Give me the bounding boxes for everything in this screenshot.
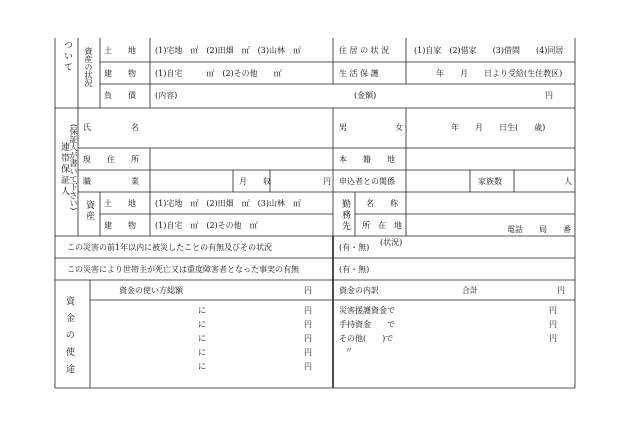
funds-ditto-mark: 〃 — [345, 346, 353, 355]
funds-usage-row-ni: に — [198, 334, 206, 343]
section-label-tsuite: ついて — [62, 40, 72, 73]
funds-own-yen: 円 — [549, 320, 557, 329]
disaster-q1-answer: (有・無) — [339, 243, 370, 252]
guarantor-work-name-label: 名 称 — [366, 199, 398, 208]
guarantor-family-unit: 人 — [564, 177, 572, 186]
funds-relief-yen: 円 — [549, 306, 557, 315]
guarantor-assets-label: 資産 — [84, 200, 94, 222]
funds-usage-label: 資金の使途 — [64, 296, 74, 381]
debt-content: (内容) — [155, 91, 178, 100]
land-options: (1)宅地 ㎡ (2)田畑 ㎡ (3)山林 ㎡ — [155, 46, 301, 55]
guarantor-income-yen: 円 — [323, 177, 331, 186]
guarantor-occupation-label: 職 業 — [83, 177, 139, 186]
guarantor-land-options: (1)宅地 ㎡ (2)田畑 ㎡ (3)山林 ㎡ — [155, 199, 301, 208]
housing-options: (1)自家 (2)借家 (3)借間 (4)同居 — [414, 46, 564, 55]
guarantor-phone-label: 電話 局 番 — [507, 225, 571, 234]
funds-own-label: 手持資金 で — [339, 320, 395, 329]
funds-other-yen: 円 — [549, 334, 557, 343]
funds-total-label: 合計 — [462, 286, 478, 295]
building-options: (1)自宅 ㎡ (2)その他 ㎡ — [155, 69, 282, 78]
debt-label: 負 債 — [104, 91, 136, 100]
guarantor-label: 連帯保証人 — [59, 142, 69, 197]
guarantor-building-options: (1)自宅 ㎡ (2)その他 ㎡ — [155, 221, 258, 230]
funds-usage-row-yen: 円 — [304, 334, 312, 343]
disaster-q1-status: (状況) — [380, 238, 403, 247]
funds-usage-row-ni: に — [198, 348, 206, 357]
funds-usage-row-yen: 円 — [304, 362, 312, 371]
funds-usage-row-ni: に — [198, 306, 206, 315]
funds-usage-row-ni: に — [198, 362, 206, 371]
funds-usage-row-ni: に — [198, 320, 206, 329]
guarantor-land-label: 土 地 — [104, 199, 136, 208]
debt-yen: 円 — [545, 91, 553, 100]
guarantor-address-label: 現 住 所 — [83, 155, 139, 164]
assets-status-label: 資産の状況 — [84, 47, 93, 87]
guarantor-building-label: 建 物 — [104, 221, 136, 230]
guarantor-income-label: 月 収 — [239, 177, 271, 186]
guarantor-work-label: 勤務先 — [340, 199, 350, 232]
welfare-value: 年 月 日より受給(生住教区) — [436, 69, 563, 78]
funds-usage-total-yen: 円 — [304, 286, 312, 295]
funds-usage-row-yen: 円 — [304, 306, 312, 315]
guarantor-name-label: 氏 名 — [83, 123, 139, 132]
funds-total-yen: 円 — [557, 286, 565, 295]
debt-amount: (金額) — [354, 91, 377, 100]
funds-usage-row-yen: 円 — [304, 320, 312, 329]
guarantor-relation-label: 申込者との関係 — [339, 177, 395, 186]
guarantor-family-label: 家族数 — [478, 177, 502, 186]
building-label: 建 物 — [104, 69, 136, 78]
funds-usage-row-yen: 円 — [304, 348, 312, 357]
disaster-q1: この災害の前1年以内に被災したことの有無及びその状況 — [67, 243, 273, 252]
guarantor-note: (保証人が書いて下さい) — [69, 124, 78, 211]
guarantor-gender: 男 女 — [339, 123, 403, 132]
guarantor-birth: 年 月 日生( 歳) — [451, 123, 546, 132]
housing-label: 住 居 の 状 況 — [339, 46, 390, 55]
disaster-q2-answer: (有・無) — [339, 265, 370, 274]
land-label: 土 地 — [104, 46, 136, 55]
funds-relief-label: 災害援護資金で — [339, 306, 395, 315]
welfare-label: 生 活 保 護 — [339, 69, 379, 78]
disaster-q2: この災害により世帯主が死亡又は重度障害者となった事実の有無 — [67, 265, 299, 274]
funds-other-label: その他( )で — [339, 334, 394, 343]
guarantor-domicile-label: 本 籍 地 — [339, 155, 395, 164]
funds-usage-total-label: 資金の使い方総額 — [119, 286, 183, 295]
funds-breakdown-label: 資金の内訳 — [339, 286, 379, 295]
guarantor-work-address-label: 所 在 地 — [362, 221, 402, 230]
